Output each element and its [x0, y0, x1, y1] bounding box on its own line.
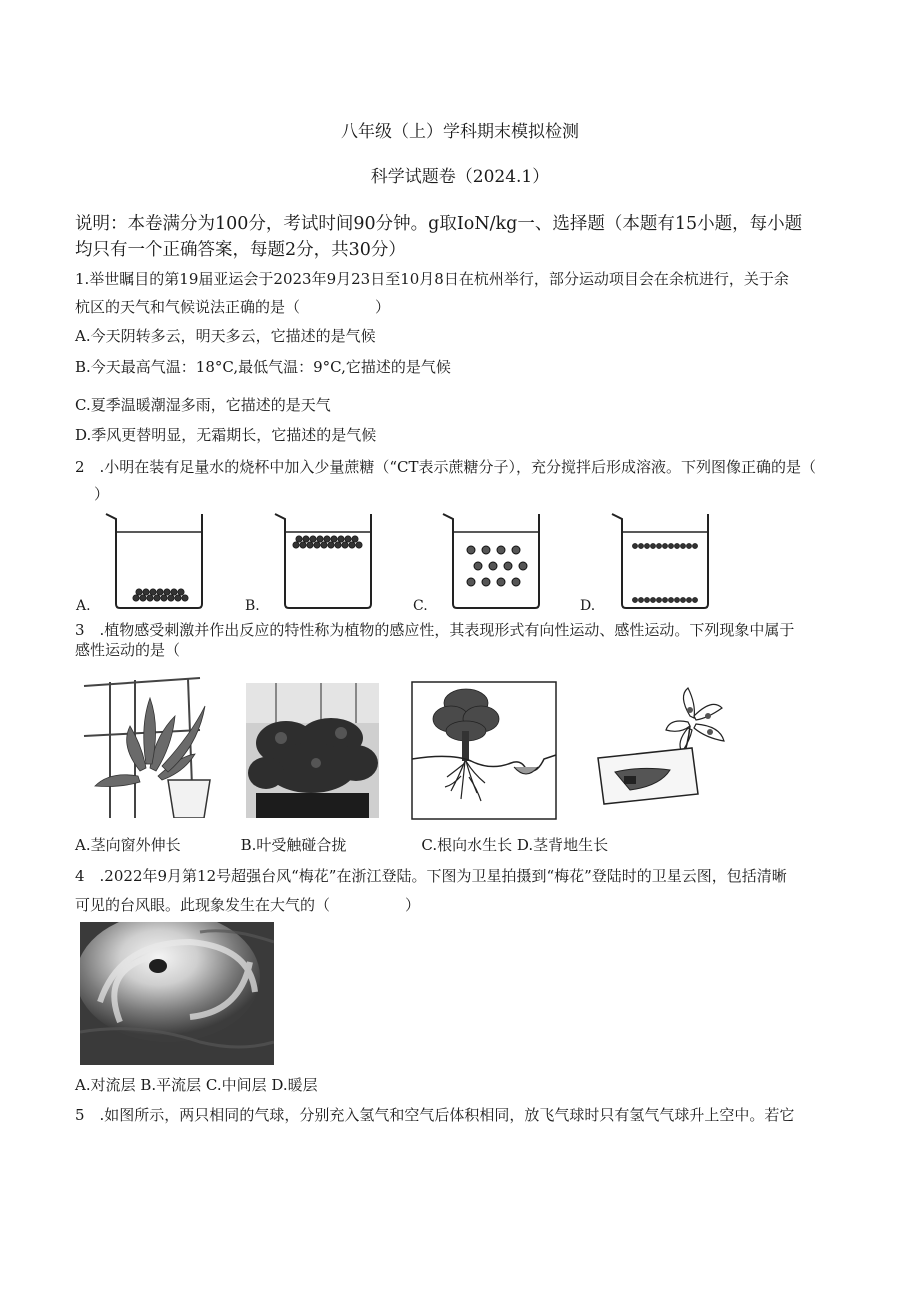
tree-roots-image [411, 681, 557, 820]
q1-option-d: D.季风更替明显，无霜期长，它描述的是气候 [75, 426, 377, 444]
instructions-line-1: 说明：本卷满分为100分，考试时间90分钟。g取IoN/kg一、选择题（本题有15小题，每小题 [75, 214, 803, 234]
beaker-c-label: C. [413, 598, 428, 614]
q1-option-c: C.夏季温暖潮湿多雨，它描述的是天气 [75, 396, 331, 414]
q1-option-a: A.今天阴转多云，明天多云，它描述的是气候 [75, 327, 376, 345]
q1-stem-line-1: 1.举世瞩目的第19届亚运会于2023年9月23日至10月8日在杭州举行，部分运动项目会在余杭进行，关于余 [75, 270, 789, 288]
plant-window-image [80, 676, 215, 818]
beaker-a-figure [104, 510, 208, 612]
q4-options: A.对流层 B.平流层 C.中间层 D.暖层 [75, 1076, 318, 1094]
q2-stem-line-1: 2 .小明在装有足量水的烧杯中加入少量蔗糖（“CT表示蔗糖分子），充分搅拌后形成溶液。下列图像正确的是（ [75, 458, 816, 476]
exam-subtitle: 科学试题卷（2024.1） [370, 167, 550, 187]
q2-stem-line-2: ） [94, 485, 110, 503]
q1-option-b: B.今天最高气温：18°C,最低气温：9°C,它描述的是气候 [75, 358, 451, 376]
mimosa-photo-image [246, 683, 379, 818]
instructions-line-2: 均只有一个正确答案，每题2分，共30分） [75, 240, 406, 260]
beaker-d-figure [610, 510, 714, 612]
exam-title: 八年级（上）学科期末模拟检测 [341, 122, 579, 142]
beaker-d-label: D. [580, 598, 596, 614]
typhoon-satellite-image [80, 922, 274, 1065]
q4-stem-line-2: 可见的台风眼。此现象发生在大气的（ ） [75, 896, 421, 914]
beaker-b-label: B. [245, 598, 260, 614]
beaker-c-figure [441, 510, 545, 612]
q1-stem-line-2: 杭区的天气和气候说法正确的是（ ） [75, 298, 391, 316]
q3-stem-line-2: 感性运动的是（ [75, 641, 181, 659]
tilted-pot-plant-image [590, 686, 740, 811]
q3-stem-line-1: 3 .植物感受刺激并作出反应的特性称为植物的感应性，其表现形式有向性运动、感性运动。下列现象中属于 [75, 621, 795, 639]
q3-options: A.茎向窗外伸长 B.叶受触碰合拢 C.根向水生长 D.茎背地生长 [75, 836, 609, 854]
q5-stem-line-1: 5 .如图所示，两只相同的气球，分别充入氢气和空气后体积相同，放飞气球时只有氢气气球升上空中。若它 [75, 1106, 795, 1124]
beaker-b-figure [273, 510, 377, 612]
q4-stem-line-1: 4 .2022年9月第12号超强台风“梅花”在浙江登陆。下图为卫星拍摄到“梅花”登陆时的卫星云图，包括清晰 [75, 867, 787, 885]
beaker-a-label: A. [76, 598, 91, 614]
